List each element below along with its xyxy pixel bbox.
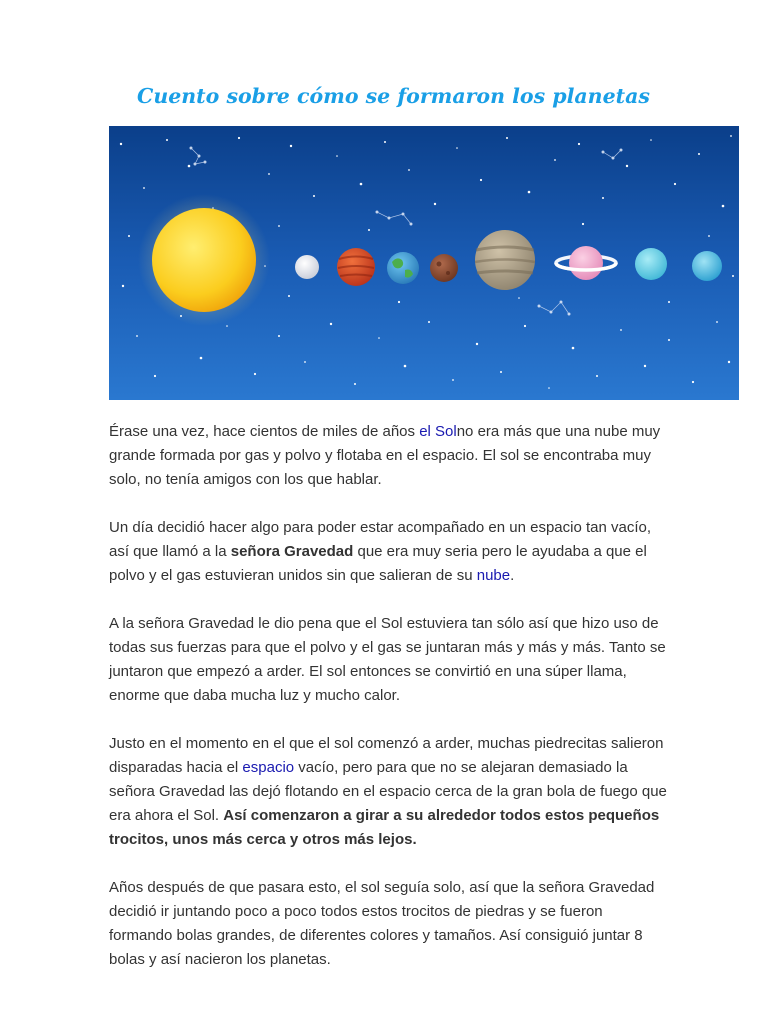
planet-mars <box>430 254 458 282</box>
link-espacio[interactable]: espacio <box>242 759 295 776</box>
planet-venus <box>337 248 375 286</box>
sun <box>138 194 270 326</box>
paragraph-3: A la señora Gravedad le dio pena que el Sol estuviera tan sólo así que hizo uso de todas sus fuerzas para que el polvo y el gas se juntaran más y más y más. Tanto se juntaron que empezó a arder. El sol entonces se convirtió en una súper llama, enorme que daba mucha luz y mucho calor. <box>109 615 666 704</box>
page-title: Cuento sobre cómo se formaron los planetas <box>137 84 650 108</box>
solar-system-illustration <box>109 126 739 400</box>
planet-earth <box>387 252 419 284</box>
paragraph-5: Años después de que pasara esto, el sol seguía solo, así que la señora Gravedad decidió ir juntando poco a poco todos estos trocitos de piedras y se fueron formando bolas grandes, de diferentes colores y tamaños. Así consiguió juntar 8 bolas y así nacieron los planetas. <box>109 879 655 968</box>
bold-senora-gravedad: señora Gravedad <box>230 543 354 560</box>
link-el-sol[interactable]: el Sol <box>419 423 457 440</box>
planet-neptune <box>692 251 722 281</box>
planet-uranus <box>635 248 667 280</box>
story-text <box>109 420 669 996</box>
paragraph-2: Un día decidió hacer algo para poder estar acompañado en un espacio tan vacío, así que llamó a la señora Gravedad que era muy seria pero le ayudaba a que el polvo y el gas estuvieran unidos sin que salieran de su nube. <box>109 519 652 584</box>
paragraph-1: Érase una vez, hace cientos de miles de años el Solno era más que una nube muy grande formada por gas y polvo y flotaba en el espacio. El sol se encontraba muy solo, no tenía amigos con los que hablar. <box>109 423 661 488</box>
planet-mercury <box>295 255 319 279</box>
link-nube[interactable]: nube <box>476 567 511 584</box>
paragraph-4: Justo en el momento en el que el sol comenzó a arder, muchas piedrecitas salieron disparadas hacia el espacio vacío, pero para que no se alejaran demasiado la señora Gravedad las dejó flotando en el espacio cerca de la gran bola de fuego que era ahora el Sol. Así comenzaron a girar a su alrededor todos estos pequeños trocitos, unos más cerca y otros más lejos. <box>109 735 667 848</box>
bold-girar-alrededor: Así comenzaron a girar a su alrededor todos estos pequeños trocitos, unos más cerca y otros más lejos. <box>109 807 660 848</box>
planet-jupiter <box>475 230 535 290</box>
